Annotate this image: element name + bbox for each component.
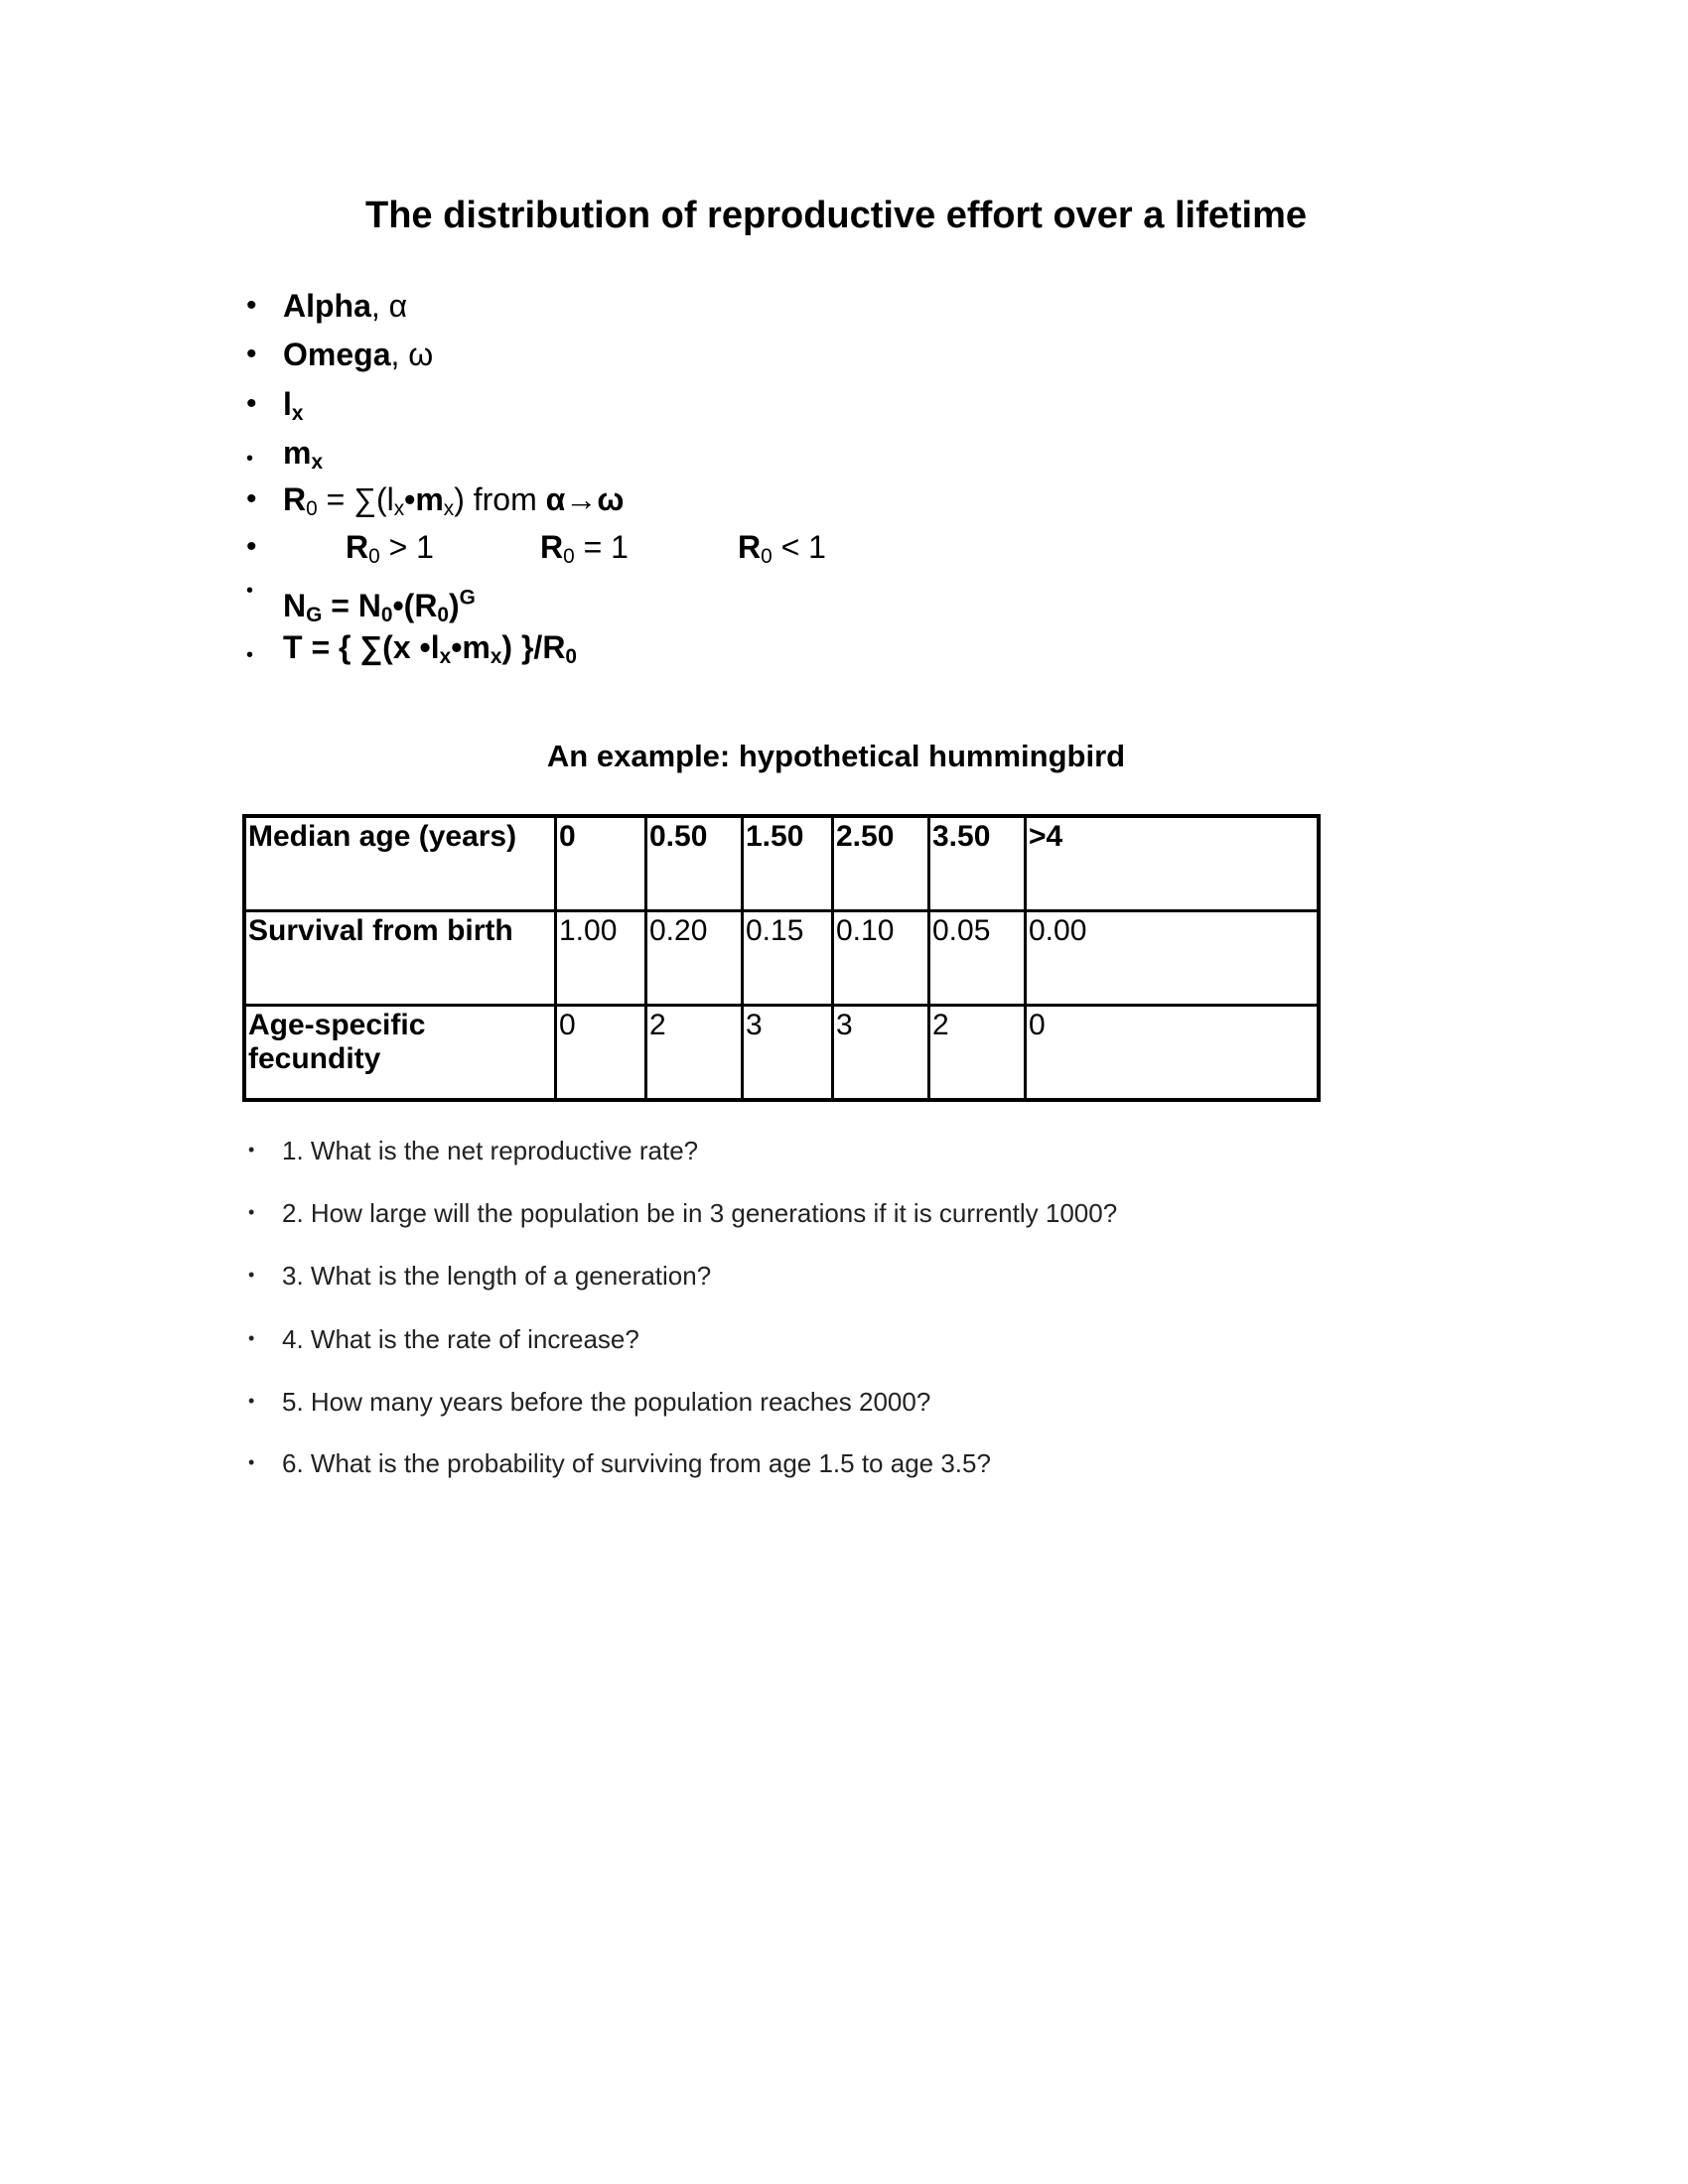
table-cell: 0 bbox=[556, 1006, 646, 1101]
alpha-symbol: , α bbox=[370, 288, 408, 324]
g-exponent: G bbox=[459, 587, 476, 610]
row-label: Median age (years) bbox=[244, 816, 556, 911]
alpha-label: Alpha bbox=[283, 288, 371, 324]
r0-eq: = ∑(l bbox=[317, 481, 394, 517]
bullet-icon: • bbox=[248, 1452, 255, 1472]
ng-eq: = N bbox=[322, 588, 381, 624]
table-cell: 3.50 bbox=[929, 816, 1026, 911]
bullet-icon: • bbox=[248, 1328, 255, 1348]
zero-sub: 0 bbox=[437, 604, 449, 627]
question-text: 6. What is the probability of surviving from age 1.5 to age 3.5? bbox=[282, 1448, 991, 1478]
mx-subscript: x bbox=[311, 451, 324, 475]
bullet-icon: • bbox=[246, 448, 254, 470]
table-cell: 2.50 bbox=[833, 816, 929, 911]
r0-sub: 0 bbox=[306, 497, 318, 521]
table-cell: 3 bbox=[743, 1006, 833, 1101]
bullet-icon: • bbox=[248, 1202, 255, 1222]
bullet-icon: • bbox=[246, 530, 257, 563]
zero-sub: 0 bbox=[565, 645, 577, 669]
ng-mid: •(R bbox=[392, 588, 438, 624]
from-text: ) from bbox=[454, 481, 546, 517]
table-cell: 3 bbox=[833, 1006, 929, 1101]
row-label: Age-specific fecundity bbox=[244, 1006, 556, 1101]
table-cell: 0.15 bbox=[743, 911, 833, 1006]
dot-m: •m bbox=[451, 629, 491, 665]
table-cell: 0.05 bbox=[929, 911, 1026, 1006]
r0-symbol: R bbox=[283, 481, 307, 517]
bullet-icon: • bbox=[246, 387, 257, 420]
table-cell: 1.50 bbox=[743, 816, 833, 911]
n-symbol: N bbox=[283, 588, 307, 624]
question-text: 2. How large will the population be in 3 generations if it is currently 1000? bbox=[282, 1198, 1118, 1228]
lx-subscript: x bbox=[291, 402, 304, 426]
bullet-icon: • bbox=[246, 482, 257, 515]
r0-symbol: R bbox=[540, 529, 564, 565]
dot-m: •m bbox=[404, 481, 444, 517]
question-text: 1. What is the net reproductive rate? bbox=[282, 1136, 699, 1165]
r0-case-equal: = 1 bbox=[583, 529, 629, 565]
table-cell: 2 bbox=[929, 1006, 1026, 1101]
lx-term: l bbox=[283, 386, 292, 422]
r0-symbol: R bbox=[346, 529, 369, 565]
r0-case-greater: > 1 bbox=[388, 529, 434, 565]
r0-sub: 0 bbox=[761, 545, 773, 569]
table-cell: 0 bbox=[556, 816, 646, 911]
page-title: The distribution of reproductive effort over a lifetime bbox=[365, 195, 1307, 236]
table-cell: >4 bbox=[1026, 816, 1320, 911]
x-sub: x bbox=[490, 645, 502, 669]
x-sub: x bbox=[439, 645, 452, 669]
table-cell: 2 bbox=[646, 1006, 743, 1101]
table-cell: 0 bbox=[1026, 1006, 1320, 1101]
g-sub: G bbox=[306, 604, 323, 627]
question-text: 4. What is the rate of increase? bbox=[282, 1324, 639, 1354]
r0-case-less: < 1 bbox=[780, 529, 826, 565]
table-cell: 0.20 bbox=[646, 911, 743, 1006]
bullet-icon: • bbox=[246, 338, 257, 370]
table-cell: 0.50 bbox=[646, 816, 743, 911]
question-text: 3. What is the length of a generation? bbox=[282, 1261, 712, 1291]
omega-label: Omega bbox=[283, 337, 391, 372]
bullet-icon: • bbox=[248, 1391, 255, 1411]
ng-close: ) bbox=[449, 588, 460, 624]
table-row bbox=[244, 816, 1319, 911]
table-cell: 0.00 bbox=[1026, 911, 1320, 1006]
question-text: 5. How many years before the population reaches 2000? bbox=[282, 1387, 931, 1417]
row-label: Survival from birth bbox=[244, 911, 556, 1006]
life-table bbox=[242, 814, 1321, 1102]
example-title: An example: hypothetical hummingbird bbox=[546, 739, 1126, 773]
omega-symbol: , ω bbox=[390, 337, 434, 372]
r0-sub: 0 bbox=[368, 545, 380, 569]
t-end: ) }/R bbox=[501, 629, 566, 665]
alpha-omega-range: α→ω bbox=[545, 481, 625, 517]
table-cell: 0.10 bbox=[833, 911, 929, 1006]
table-cell: 1.00 bbox=[556, 911, 646, 1006]
r0-symbol: R bbox=[738, 529, 762, 565]
x-sub: x bbox=[393, 497, 405, 521]
bullet-icon: • bbox=[246, 644, 254, 666]
zero-sub: 0 bbox=[380, 604, 393, 627]
x-sub: x bbox=[443, 497, 455, 521]
bullet-icon: • bbox=[248, 1265, 255, 1285]
bullet-icon: • bbox=[248, 1140, 255, 1160]
mx-term: m bbox=[283, 435, 312, 471]
table-row bbox=[244, 911, 1319, 1006]
bullet-icon: • bbox=[246, 289, 257, 322]
bullet-icon: • bbox=[246, 580, 254, 602]
r0-sub: 0 bbox=[563, 545, 575, 569]
table-row bbox=[244, 1006, 1319, 1101]
t-start: T = { ∑(x •l bbox=[283, 629, 440, 665]
